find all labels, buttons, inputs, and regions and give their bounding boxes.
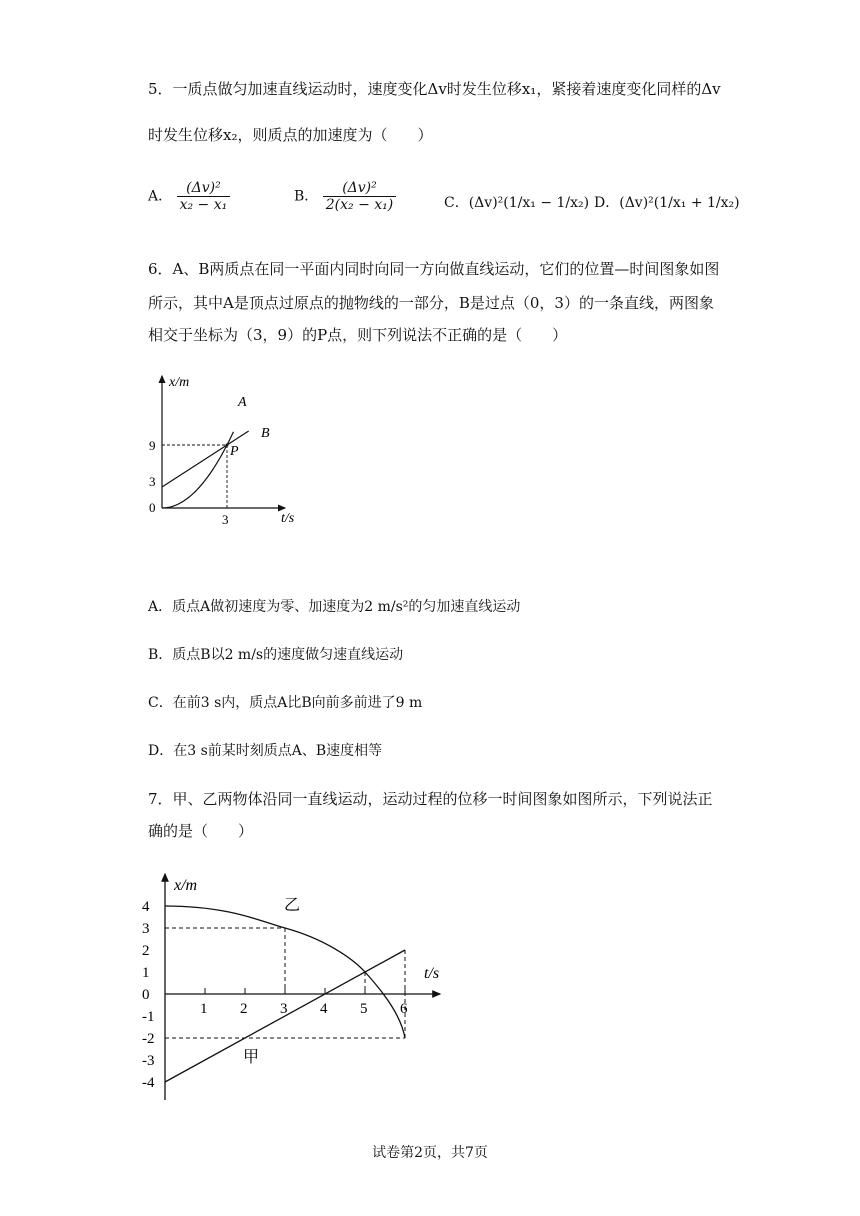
q7-line1: 7．甲、乙两物体沿同一直线运动，运动过程的位移一时间图象如图所示，下列说法正 — [148, 790, 713, 808]
label-jia: 甲 — [243, 1049, 260, 1066]
option-label: C． — [444, 195, 469, 211]
fraction: $\frac{\text{(Δv)²}}{\text{2(x₂ − x₁)}}$ — [323, 180, 396, 213]
q6-option-b: B．质点B以2 m/s的速度做匀速直线运动 — [148, 647, 404, 663]
y-tick-label: -3 — [142, 1053, 155, 1069]
y-tick-label: 0 — [142, 987, 150, 1003]
y-tick-label: 4 — [142, 899, 150, 915]
fraction: $\frac{\text{(Δv)²}}{\text{x₂ − x₁}}$ — [177, 180, 231, 213]
y-tick-label: -1 — [142, 1009, 155, 1025]
option-label: D． — [594, 195, 620, 211]
q6-graph — [145, 370, 305, 530]
tick-label-3: 3 — [149, 474, 156, 489]
option-label: A． — [148, 188, 173, 205]
q5-option-b — [294, 180, 396, 213]
q5-line2: 时发生位移x₂，则质点的加速度为（ ） — [148, 126, 433, 144]
option-expr: (Δv)²(1/x₁ − 1/x₂) — [468, 195, 590, 211]
option-label: B． — [294, 188, 319, 205]
x-tick-label: 1 — [200, 1001, 208, 1017]
y-axis-label: x/m — [169, 375, 190, 390]
x-tick-label: 4 — [320, 1001, 328, 1017]
label-p: P — [230, 444, 239, 459]
y-tick-label: -4 — [142, 1075, 155, 1091]
q6-option-d: D．在3 s前某时刻质点A、B速度相等 — [148, 743, 383, 759]
point-p — [226, 444, 229, 447]
series-a-curve — [162, 432, 234, 508]
x-axis-label: t/s — [424, 965, 440, 982]
tick-label-9: 9 — [149, 438, 156, 453]
y-axis-label: x/m — [174, 877, 198, 894]
q5-option-c — [444, 192, 589, 212]
q6-line2: 所示，其中A是顶点过原点的抛物线的一部分，B是过点（0，3）的一条直线，两图象 — [148, 294, 714, 312]
y-tick-label: 2 — [142, 943, 150, 959]
q7-series-group — [142, 899, 408, 1091]
q6-option-a: A．质点A做初速度为零、加速度为2 m/s²的匀加速直线运动 — [148, 599, 521, 615]
page-footer: 试卷第2页，共7页 — [372, 1145, 488, 1161]
y-tick-label: 3 — [142, 921, 150, 937]
tick-label-0: 0 — [149, 500, 156, 515]
x-tick-label: 3 — [280, 1001, 288, 1017]
tick-label-x3: 3 — [222, 512, 229, 527]
q7-graph — [140, 866, 450, 1106]
label-b: B — [261, 426, 270, 441]
x-tick-label: 2 — [240, 1001, 248, 1017]
q6-line1: 6．A、B两质点在同一平面内同时向同一方向做直线运动，它们的位置—时间图象如图 — [148, 260, 720, 278]
y-tick-label: 1 — [142, 965, 150, 981]
x-axis-label: t/s — [281, 511, 295, 526]
series-b-line — [162, 431, 249, 487]
q5-option-a — [148, 180, 230, 213]
q6-series-group — [162, 431, 249, 508]
label-yi: 乙 — [284, 897, 301, 914]
x-tick-label: 6 — [400, 1001, 408, 1017]
q6-line3: 相交于坐标为（3，9）的P点，则下列说法不正确的是（ ） — [148, 326, 568, 344]
q5-option-d — [594, 192, 740, 212]
y-tick-label: -2 — [142, 1031, 155, 1047]
q7-line2: 确的是（ ） — [148, 822, 254, 840]
q6-option-c: C．在前3 s内，质点A比B向前多前进了9 m — [148, 695, 423, 711]
option-expr: (Δv)²(1/x₁ + 1/x₂) — [619, 195, 740, 211]
x-tick-label: 5 — [360, 1001, 368, 1017]
label-a: A — [238, 395, 247, 410]
q5-line1: 5．一质点做匀加速直线运动时，速度变化Δv时发生位移x₁，紧接着速度变化同样的Δv — [148, 80, 721, 98]
